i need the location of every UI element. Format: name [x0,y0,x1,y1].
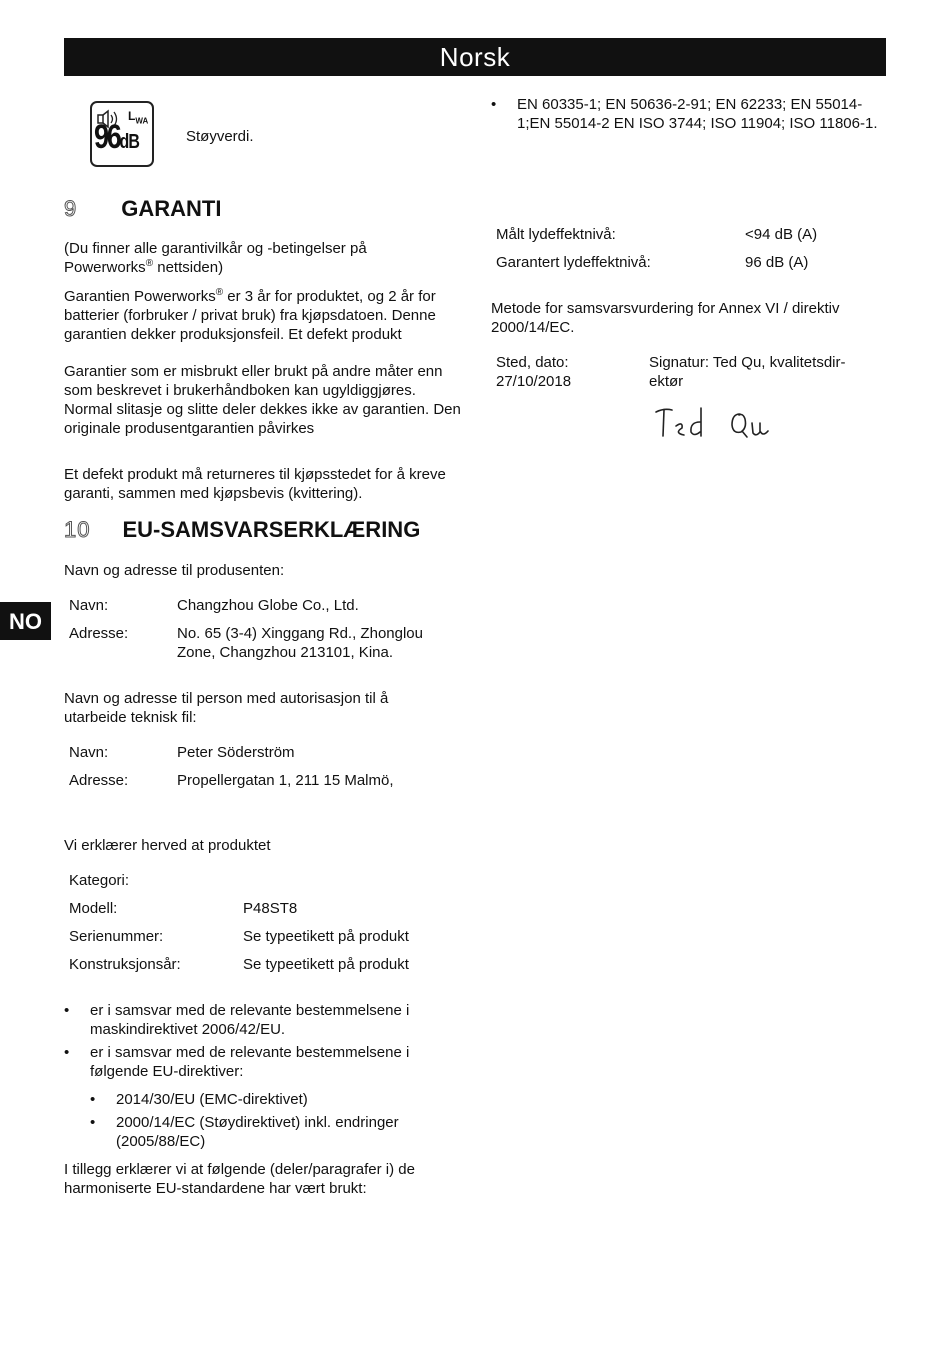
authorized-address-label: Adresse: [69,772,129,789]
manufacturer-address-label: Adresse: [69,625,129,642]
warranty-period-text-a: Garantien Powerworks [64,288,216,305]
authorized-address-value: Propellergatan 1, 211 15 Malmö, [177,772,394,789]
product-year-value: Se typeetikett på produkt [243,956,409,973]
noise-value [94,118,140,156]
authorized-name-label: Navn: [69,744,109,761]
signature-label: Signatur: Ted Qu, kvalitetsdir-ektør [649,354,846,390]
standards-list: • EN 60335-1; EN 50636-2-91; EN 62233; EN 55014-1;EN 55014-2 EN ISO 3744; ISO 11904; ISO 11806-1. [517,95,887,133]
manufacturer-intro: Navn og adresse til produsenten: [64,562,285,579]
manufacturer-address-value: No. 65 (3-4) Xinggang Rd., Zhonglou Zone, Changzhou 213101, Kina. [177,625,423,661]
authorized-intro: Navn og adresse til person med autorisasjon til å utarbeide teknisk fil: [64,690,389,726]
warranty-period-paragraph [64,287,464,344]
section-9-heading [64,196,222,221]
product-model-label: Modell: [69,900,118,917]
page-title: Norsk [439,41,511,72]
guaranteed-sound-value: 96 dB (A) [745,254,809,271]
product-serial-value: Se typeetikett på produkt [243,928,409,945]
noise-caption: Støyverdi. [186,128,254,145]
page-header [64,38,886,76]
signature-image [652,402,777,444]
website-text: nettsiden) [153,259,224,276]
lwa-letter: L [128,109,136,123]
brand-name: Powerworks [64,259,146,276]
bullet-machinery-directive: • er i samsvar med de relevante bestemmelsene i maskindirektivet 2006/42/EU. [90,1001,450,1039]
warranty-terms-paragraph [64,239,464,277]
section-10-number: 10 [64,517,91,542]
registered-mark: ® [145,258,154,269]
language-tab [0,602,51,640]
manufacturer-name-value: Changzhou Globe Co., Ltd. [177,597,359,614]
authorized-name-value: Peter Söderström [177,744,295,761]
standards-intro: I tillegg erklærer vi at følgende (deler/paragrafer i) de harmoniserte EU-standardene har vært brukt: [64,1161,415,1197]
conformity-method: Metode for samsvarsvurdering for Annex VI / direktiv 2000/14/EC. [491,300,840,336]
measured-sound-value: <94 dB (A) [745,226,818,243]
declare-intro: Vi erklærer herved at produktet [64,837,271,854]
section-9-title: GARANTI [121,196,222,221]
warranty-period-text-b: er 3 år for produktet, og 2 år for batterier (forbruker / privat bruk) fra kjøpsdatoen. Denne garantien dekker produksjonsfeil. Et defekt produkt [64,288,436,343]
manufacturer-name-label: Navn: [69,597,109,614]
sub-bullet-emc: • 2014/30/EU (EMC-direktivet) [116,1090,436,1109]
product-year-label: Konstruksjonsår: [69,956,181,973]
registered-mark: ® [215,287,224,298]
measured-sound-label: Målt lydeffektnivå: [496,226,616,243]
sub-bullet-noise: • 2000/14/EC (Støydirektivet) inkl. endringer (2005/88/EC) [116,1113,436,1151]
section-10-heading [64,517,421,542]
language-tab-label: NO [9,608,42,634]
sound-power-icon [90,101,154,167]
noise-number: 96 [94,118,120,156]
bullet-eu-directives: • er i samsvar med de relevante bestemmelsene i følgende EU-direktiver: [90,1043,450,1081]
lwa-label [128,107,148,130]
product-category-label: Kategori: [69,872,130,889]
place-date-value: 27/10/2018 [496,373,572,390]
warranty-terms-text: (Du finner alle garantivilkår og -betingelser på [64,240,367,257]
warranty-return-paragraph: Et defekt produkt må returneres til kjøpsstedet for å kreve garanti, sammen med kjøpsbevis (kvittering). [64,466,446,502]
guaranteed-sound-label: Garantert lydeffektnivå: [496,254,651,271]
section-10-title: EU-SAMSVARSERKLÆRING [122,517,421,542]
warranty-misuse-paragraph: Garantier som er misbrukt eller brukt på andre måter enn som beskrevet i brukerhåndboken kan ugyldiggjøres. Normal slitasje og slitte deler dekkes ikke av garantien. Den originale produsentgarantien påvirkes [64,363,461,437]
product-model-value: P48ST8 [243,900,298,917]
noise-unit: dB [119,131,140,153]
place-date-label: Sted, dato: [496,354,569,371]
section-9-number: 9 [64,196,78,221]
product-serial-label: Serienummer: [69,928,164,945]
lwa-subscript: WA [135,116,149,126]
